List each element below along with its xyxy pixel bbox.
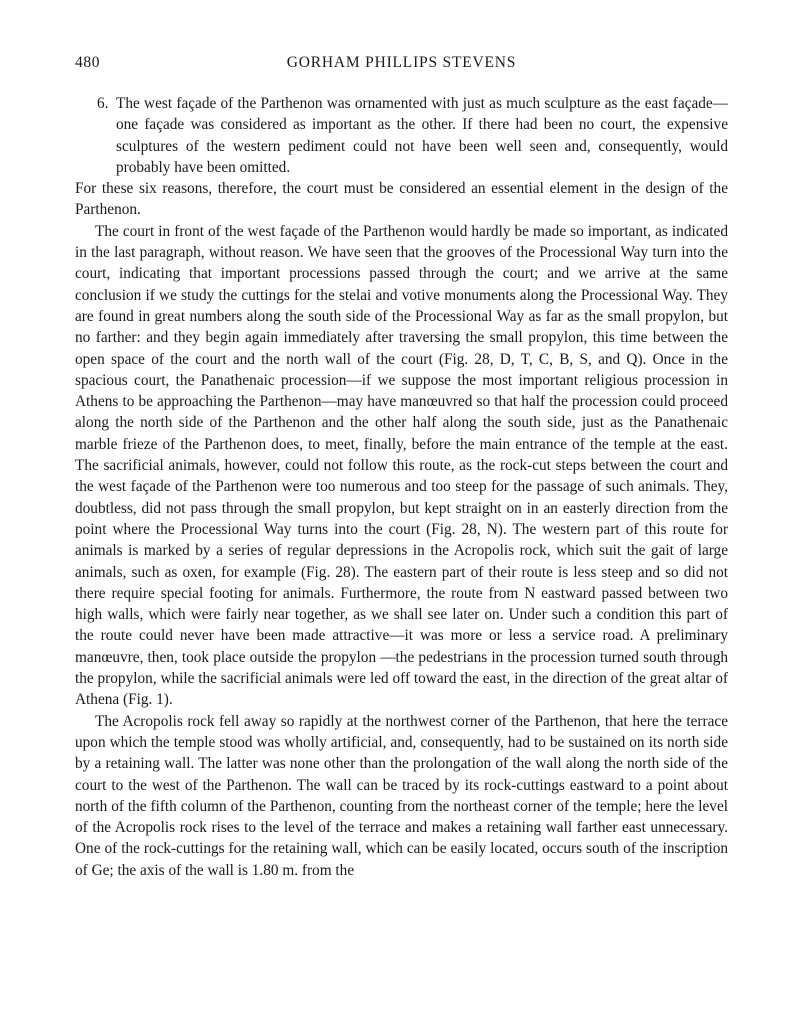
list-item-text: The west façade of the Parthenon was ornamented with just as much sculpture as the east façade—one façade was considered as important as the other. If there had been no court, the expensive sculptures of the western pediment could not have been well seen and, consequently, would probably have been omitted. bbox=[116, 95, 728, 176]
body-text bbox=[75, 93, 728, 881]
running-title: GORHAM PHILLIPS STEVENS bbox=[286, 54, 517, 71]
running-head bbox=[75, 54, 728, 78]
list-item-6 bbox=[75, 93, 728, 178]
paragraph-retaining-wall: The Acropolis rock fell away so rapidly at the northwest corner of the Parthenon, that here the terrace upon which the temple stood was wholly artificial, and, consequently, had to be sustained on its north side by a retaining wall. The latter was none other than the prolongation of the wall along the north side of the court to the west of the Parthenon. The wall can be traced by its rock-cuttings eastward to a point about north of the fifth column of the Parthenon, counting from the northeast corner of the temple; here the level of the Acropolis rock rises to the level of the terrace and makes a retaining wall farther east unnecessary. One of the rock-cuttings for the retaining wall, which can be easily located, occurs south of the inscription of Ge; the axis of the wall is 1.80 m. from the bbox=[75, 712, 728, 879]
paragraph-conclusion: For these six reasons, therefore, the court must be considered an essential element in the design of the Parthenon. bbox=[75, 180, 728, 219]
page-number: 480 bbox=[75, 54, 101, 71]
list-item-number: 6. bbox=[97, 95, 109, 112]
paragraph-processional-court: The court in front of the west façade of the Parthenon would hardly be made so important, as indicated in the last paragraph, without reason. We have seen that the grooves of the Processional Way turn into the court, indicating that important processions passed through the court; and we arrive at the same conclusion if we study the cuttings for the stelai and votive monuments along the Processional Way. They are found in great numbers along the south side of the Processional Way as far as the small propylon, but no farther: and they begin again immediately after traversing the small propylon, this time between the open space of the court and the north wall of the court (Fig. 28, D, T, C, B, S, and Q). Once in the spacious court, the Panathenaic procession—if we suppose the most important religious procession in Athens to be approaching the Parthenon—may have manœuvred so that half the procession could proceed along the north side of the Parthenon and the other half along the south side, just as the Panathenaic marble frieze of the Parthenon does, to meet, finally, before the main entrance of the temple at the east. The sacrificial animals, however, could not follow this route, as the rock-cut steps between the court and the west façade of the Parthenon were too numerous and too steep for the passage of such animals. They, doubtless, did not pass through the small propylon, but kept straight on in an easterly direction from the point where the Processional Way turns into the court (Fig. 28, N). The western part of this route for animals is marked by a series of regular depressions in the Acropolis rock, which suit the gait of large animals, such as oxen, for example (Fig. 28). The eastern part of their route is less steep and so did not there require special footing for animals. Furthermore, the route from N eastward passed between two high walls, which were fairly near together, as we shall see later on. Under such a condition this part of the route could never have been made attractive—it was more or less a service road. A preliminary manœuvre, then, took place outside the propylon —the pedestrians in the procession turned south through the propylon, while the sacrificial animals were led off toward the east, in the direction of the great altar of Athena (Fig. 1). bbox=[75, 222, 728, 709]
page bbox=[75, 54, 728, 881]
